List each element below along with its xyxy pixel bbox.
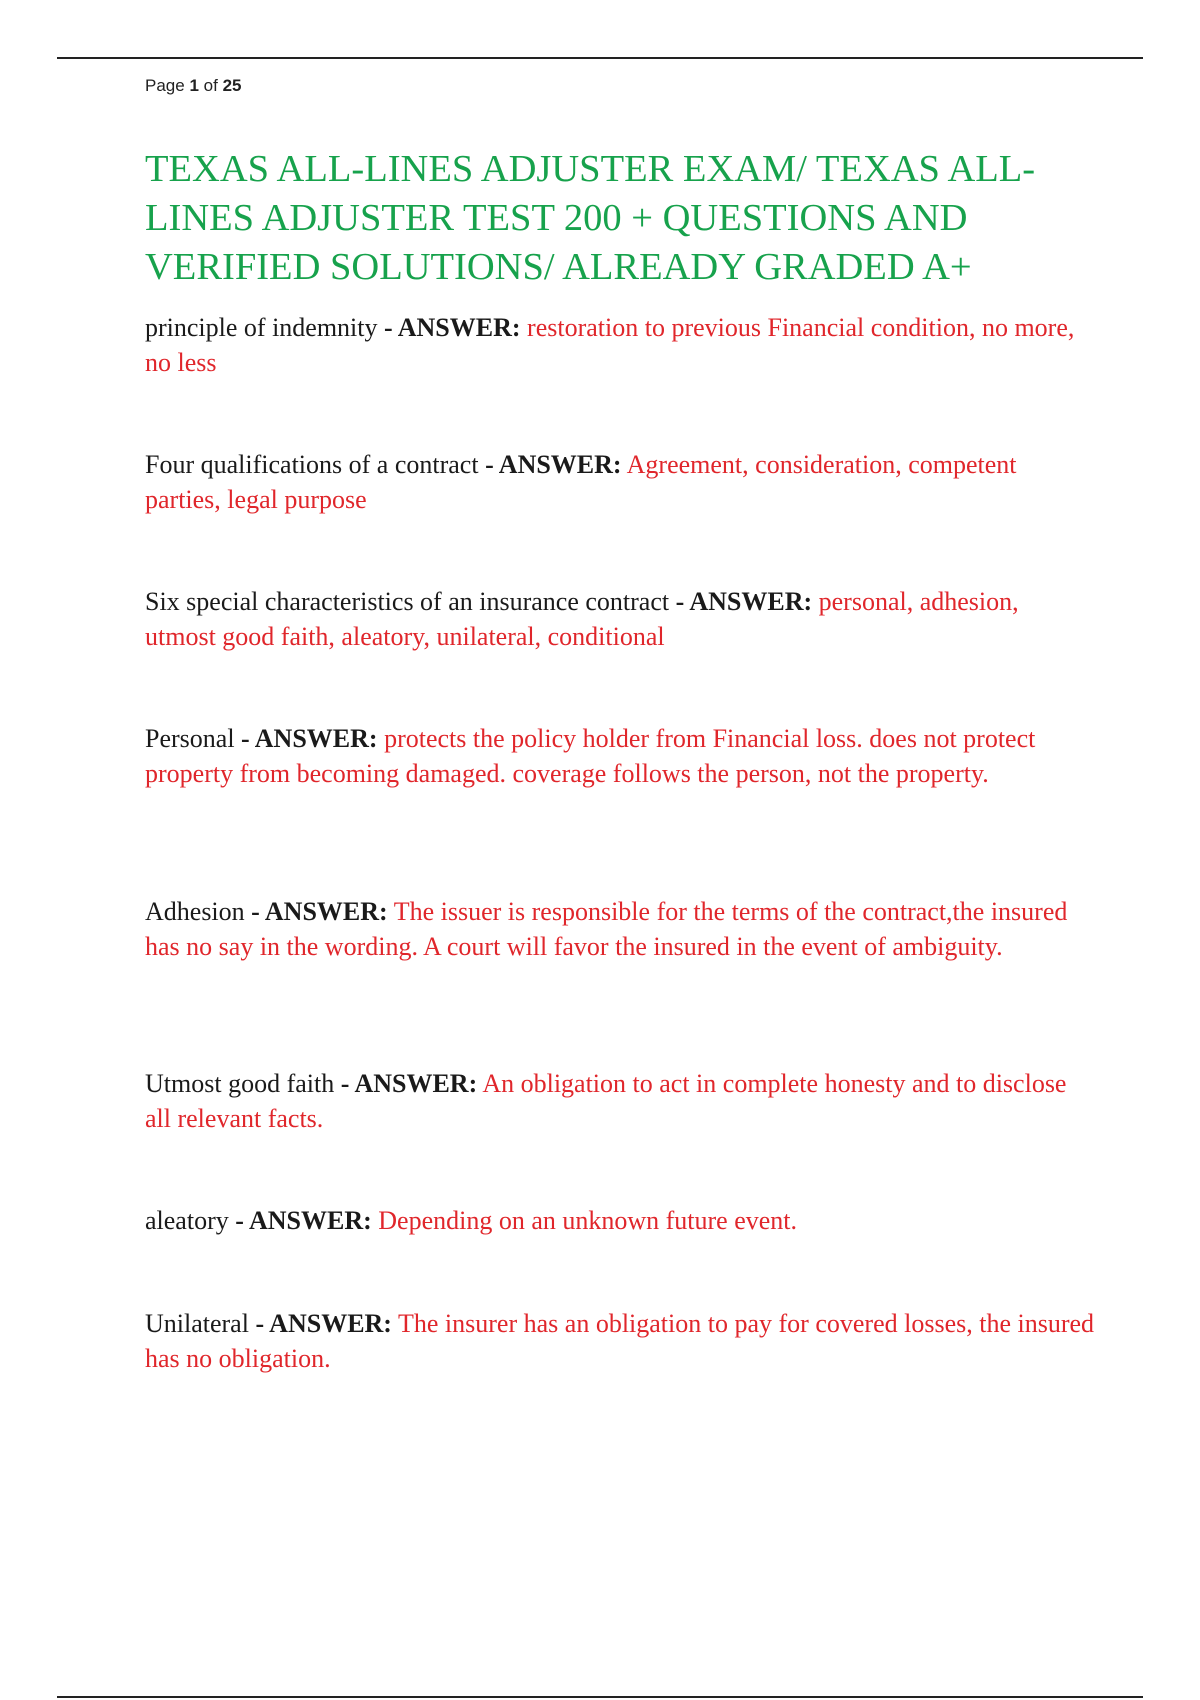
qa-term: Unilateral bbox=[145, 1309, 249, 1338]
qa-term: Six special characteristics of an insurance contract bbox=[145, 587, 670, 616]
qa-answer: An obligation to act in complete honesty and to disclose all relevant facts. bbox=[145, 1069, 1067, 1133]
document-title: TEXAS ALL-LINES ADJUSTER EXAM/ TEXAS ALL-LINES ADJUSTER TEST 200 + QUESTIONS AND VERIFIED SOLUTIONS/ ALREADY GRADED A+ bbox=[145, 148, 1036, 288]
qa-answer: The issuer is responsible for the terms of the contract,the insured has no say in the wording. A court will favor the insured in the event of ambiguity. bbox=[145, 897, 1068, 961]
qa-item bbox=[145, 722, 1095, 791]
qa-term: Four qualifications of a contract bbox=[145, 450, 479, 479]
header-rule bbox=[57, 57, 1143, 59]
answer-marker: - ANSWER: bbox=[384, 313, 521, 342]
qa-item bbox=[145, 585, 1095, 654]
qa-term: principle of indemnity bbox=[145, 313, 378, 342]
qa-answer: protects the policy holder from Financial loss. does not protect property from becoming damaged. coverage follows the person, not the property. bbox=[145, 724, 1036, 788]
qa-term: Utmost good faith bbox=[145, 1069, 335, 1098]
page-total: 25 bbox=[222, 76, 242, 95]
page-of: of bbox=[203, 76, 218, 95]
qa-answer: The insurer has an obligation to pay for covered losses, the insured has no obligation. bbox=[145, 1309, 1095, 1373]
qa-item bbox=[145, 311, 1095, 380]
qa-item bbox=[145, 1067, 1095, 1136]
qa-answer: restoration to previous Financial condition, no more, no less bbox=[145, 313, 1075, 377]
answer-marker: - ANSWER: bbox=[251, 897, 388, 926]
qa-item bbox=[145, 448, 1095, 517]
answer-marker: - ANSWER: bbox=[241, 724, 378, 753]
qa-term: Adhesion bbox=[145, 897, 245, 926]
answer-marker: - ANSWER: bbox=[340, 1069, 478, 1098]
footer-rule bbox=[57, 1696, 1143, 1698]
qa-item bbox=[145, 1307, 1095, 1376]
answer-marker: - ANSWER: bbox=[235, 1206, 372, 1235]
qa-term: aleatory bbox=[145, 1206, 229, 1235]
page-prefix: Page bbox=[145, 76, 185, 95]
page-current: 1 bbox=[189, 76, 199, 95]
qa-answer: Agreement, consideration, competent parties, legal purpose bbox=[145, 450, 1017, 514]
qa-answer: personal, adhesion, utmost good faith, aleatory, unilateral, conditional bbox=[145, 587, 1019, 651]
page-number-label bbox=[145, 76, 241, 96]
answer-marker: - ANSWER: bbox=[675, 587, 813, 616]
qa-term: Personal bbox=[145, 724, 235, 753]
answer-marker: - ANSWER: bbox=[255, 1309, 392, 1338]
qa-item bbox=[145, 1204, 1095, 1239]
qa-item bbox=[145, 895, 1095, 964]
answer-marker: - ANSWER: bbox=[485, 450, 622, 479]
qa-answer: Depending on an unknown future event. bbox=[378, 1206, 798, 1235]
